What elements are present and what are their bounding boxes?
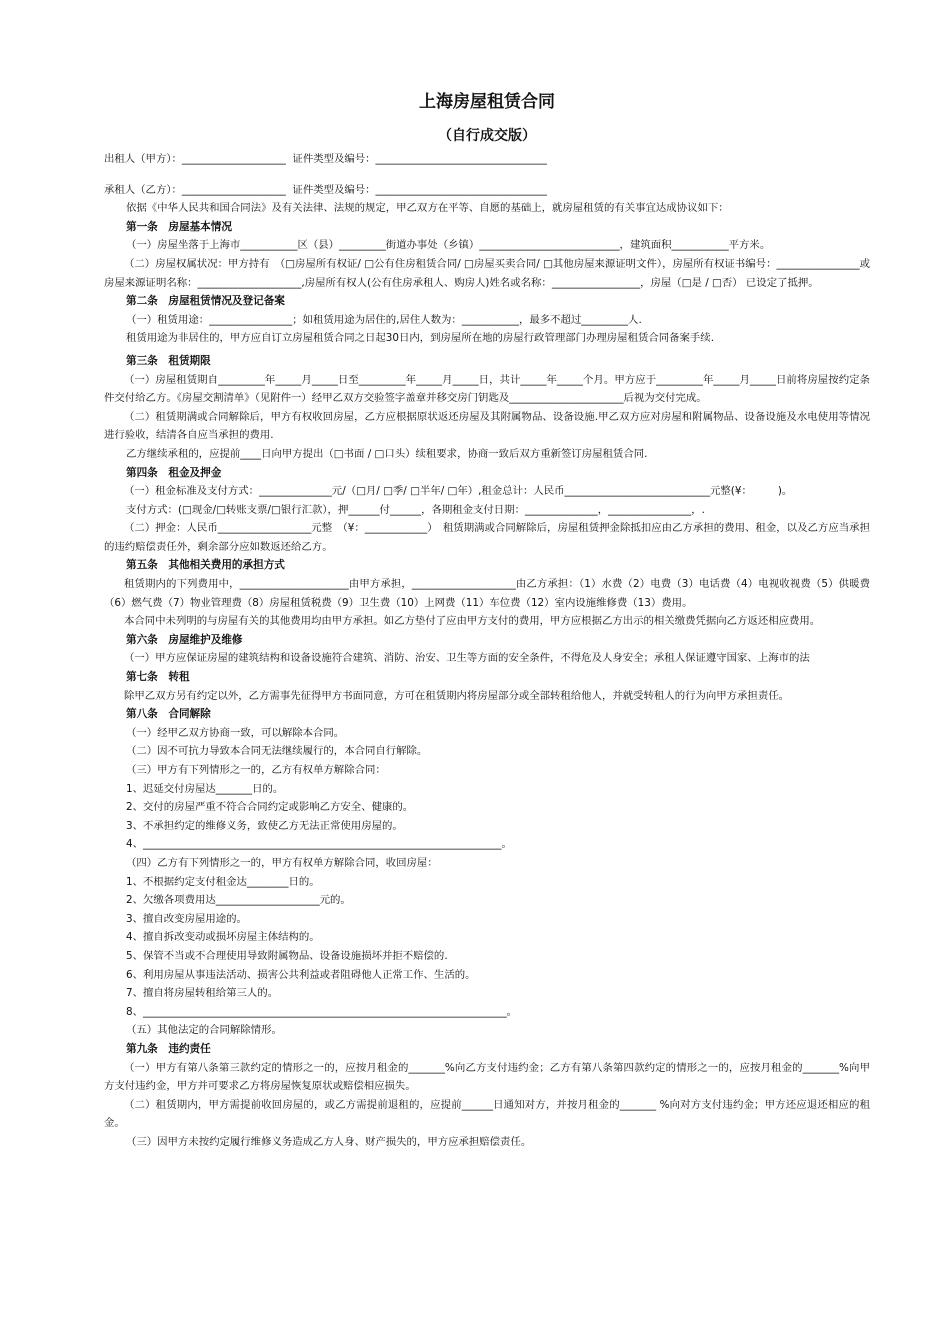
article-8-item: 6、利用房屋从事违法活动、损害公共利益或者阻碍他人正常工作、生活的。 (126, 968, 476, 981)
article-8-item: （一）经甲乙双方协商一致，可以解除本合同。 (126, 726, 345, 739)
article-8-item: 3、不承担约定的维修义务，致使乙方无法正常使用房屋的。 (126, 819, 403, 832)
lessor-line: 出租人（甲方）：____________________ 证件类型及编号：_________________________________ (104, 153, 548, 165)
article-5-clause-1: 租赁期内的下列费用中，_____________________由甲方承担，____________________由乙方承担：（1）水费（2）电费（3）电话费（4）电视收视费（5）供暖费（6）燃气费（7）物业管理费（8）房屋租赁税费（9）卫生费（10）上网费（11）车位费（12）室内设施维修费（13）费用。 (104, 578, 870, 609)
contract-page (104, 88, 870, 1151)
article-9-clause-1: （一）甲方有第八条第三款约定的情形之一的，应按月租金的_______%向乙方支付违约金；乙方有第八条第四款约定的情形之一的，应按月租金的_______%向甲方支付违约金，甲方并可要求乙方将房屋恢复原状或赔偿相应损失。 (104, 1061, 870, 1093)
article-4-heading: 第四条 租金及押金 (126, 466, 222, 479)
article-8-item: 2、欠缴各项费用达____________________元的。 (126, 894, 351, 907)
preamble: 依据《中华人民共和国合同法》及有关法律、法规的规定，甲乙双方在平等、自愿的基础上，就房屋租赁的有关事宜达成协议如下： (126, 202, 729, 215)
article-8-item: （二）因不可抗力导致本合同无法继续履行的，本合同自行解除。 (126, 745, 428, 758)
article-2-clause-1: （一）租赁用途：________________；如租赁用途为居住的,居住人数为：___________，最多不超过_________人. (126, 313, 642, 326)
article-3-clause-1: （一）房屋租赁期自_________年_____月_____日至_________年_____月_____日，共计_____年_____个月。甲方应于_________年_____月_____日前将房屋按约定条件交付给乙方。《房屋交割清单》（见附件一）经甲乙双方交验签字盖章并移交房门钥匙及______________________后视为交付完成。 (104, 373, 870, 405)
article-1-clause-2: （二）房屋权属状况：甲方持有 （□房屋所有权证/ □公有住房租赁合同/ □房屋买卖合同/ □其他房屋来源证明文件），房屋所有权证书编号：________________或房屋来源证明名称：____________________,房屋所有权人(公有住房承租人、购房人)姓名或名称：_________________，房屋（□是 / □否） 已设定了抵押。 (104, 257, 870, 289)
article-8-item: （三）甲方有下列情形之一的，乙方有权单方解除合同： (126, 764, 386, 776)
article-8-item: 1、迟延交付房屋达_______日的。 (126, 782, 284, 795)
article-4-payment-method: 支付方式：(□现金/□转账支票/□银行汇款），押______付______，各期租金支付日期：______________，________________，. (126, 503, 705, 516)
article-8-heading: 第八条 合同解除 (126, 708, 211, 721)
article-8-item: 8、______________________________________________________________________。 (126, 1005, 518, 1018)
article-9-clause-2: （二）租赁期内，甲方需提前收回房屋的，或乙方需提前退租的，应提前______日通知对方，并按月租金的_______ %向对方支付违约金；甲方还应退还相应的租金。 (104, 1098, 870, 1130)
article-3-heading: 第三条 租赁期限 (126, 354, 211, 367)
article-9-heading: 第九条 违约责任 (126, 1042, 211, 1055)
article-6-heading: 第六条 房屋维护及维修 (126, 633, 243, 646)
article-8-item: （五）其他法定的合同解除情形。 (126, 1024, 282, 1037)
article-8-item: 2、交付的房屋严重不符合合同约定或影响乙方安全、健康的。 (126, 801, 414, 814)
article-5-clause-2: 本合同中未列明的与房屋有关的其他费用均由甲方承担。如乙方垫付了应由甲方支付的费用，甲方应根据乙方出示的相关缴费凭据向乙方返还相应费用。 (124, 615, 821, 628)
article-8-item: 4、_____________________________________________________________________。 (126, 838, 512, 851)
article-8-item: 1、不根据约定支付租金达________日的。 (126, 875, 320, 888)
document-subtitle: （自行成交版） (438, 128, 536, 144)
article-1-clause-1: （一）房屋坐落于上海市___________区（县）_________街道办事处（乡镇）___________________________，建筑面积___________平方米。 (126, 239, 771, 252)
article-4-clause-2: （二）押金：人民币__________________元整 （¥：____________） 租赁期满或合同解除后，房屋租赁押金除抵扣应由乙方承担的费用、租金，以及乙方应当承担的违约赔偿责任外，剩余部分应如数返还给乙方。 (104, 522, 870, 553)
article-7-heading: 第七条 转租 (126, 671, 190, 684)
article-3-clause-2: （二）租赁期满或合同解除后，甲方有权收回房屋，乙方应根据原状返还房屋及其附属物品、设备设施.甲乙双方应对房屋和附属物品、设备设施及水电使用等情况进行验收，结清各自应当承担的费用. (104, 410, 870, 442)
article-8-item: 7、擅自将房屋转租给第三人的。 (126, 987, 279, 1000)
article-2-note: 租赁用途为非居住的，甲方应自订立房屋租赁合同之日起30日内，到房屋所在地的房屋行政管理部门办理房屋租赁合同备案手续. (126, 332, 715, 345)
document-title: 上海房屋租赁合同 (419, 92, 555, 112)
article-3-renewal: 乙方继续承租的，应提前____日向甲方提出（□书面 / □口头）续租要求，协商一致后双方重新签订房屋租赁合同. (126, 447, 648, 460)
article-6-clause-1: （一）甲方应保证房屋的建筑结构和设备设施符合建筑、消防、治安、卫生等方面的安全条件，不得危及人身安全；承租人保证遵守国家、上海市的法 (124, 652, 810, 665)
article-2-heading: 第二条 房屋租赁情况及登记备案 (126, 295, 285, 308)
lessee-line: 承租人（乙方）：____________________ 证件类型及编号：_________________________________ (104, 183, 548, 196)
article-4-clause-1: （一）租金标准及支付方式：______________元/（□月/ □季/ □半年/ □年）,租金总计：人民币____________________________元整(¥： )。 (124, 485, 793, 498)
article-8-item: （四）乙方有下列情形之一的，甲方有权单方解除合同，收回房屋： (126, 856, 438, 869)
article-8-item: 4、擅自拆改变动或损坏房屋主体结构的。 (126, 931, 320, 944)
article-8-item: 3、擅自改变房屋用途的。 (126, 912, 247, 925)
article-9-clause-3: （三）因甲方未按约定履行维修义务造成乙方人身、财产损失的，甲方应承担赔偿责任。 (126, 1135, 532, 1148)
article-7-clause: 除甲乙双方另有约定以外，乙方需事先征得甲方书面同意，方可在租赁期内将房屋部分或全部转租给他人，并就受转租人的行为向甲方承担责任。 (124, 689, 789, 702)
article-5-heading: 第五条 其他相关费用的承担方式 (126, 559, 285, 572)
article-8-item: 5、保管不当或不合理使用导致附属物品、设备设施损坏并拒不赔偿的. (126, 949, 448, 962)
article-1-heading: 第一条 房屋基本情况 (126, 220, 232, 233)
